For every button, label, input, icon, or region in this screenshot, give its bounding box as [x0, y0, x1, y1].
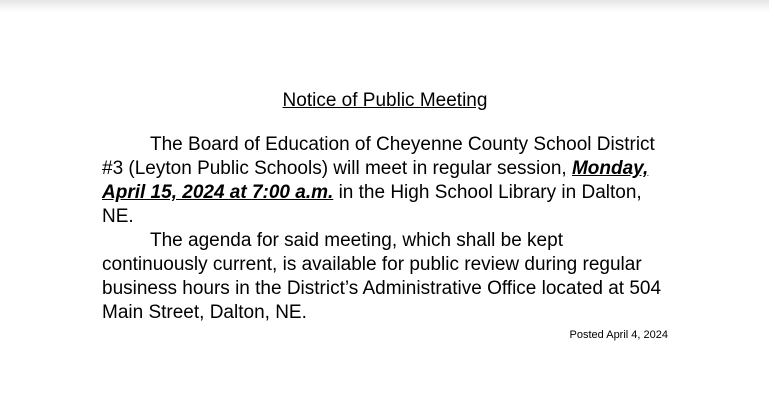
agenda-paragraph: [102, 229, 668, 325]
meeting-location-text: in the High School Library in Dalton, NE.: [102, 182, 642, 227]
meeting-paragraph: [102, 133, 668, 229]
meeting-intro-text: The Board of Education of Cheyenne County School District #3 (Leyton Public Schools) will meet in regular session,: [102, 134, 655, 179]
posted-date: Posted April 4, 2024: [569, 329, 668, 341]
page-top-edge: [0, 0, 769, 12]
public-meeting-notice: [102, 89, 668, 342]
notice-title: Notice of Public Meeting: [282, 90, 488, 111]
agenda-text: The agenda for said meeting, which shall be kept continuously current, is available for public review during regular business hours in the District’s Administrative Office located at 504 Main Street, Dalton, NE.: [102, 230, 662, 323]
meeting-date-time: Monday, April 15, 2024 at 7:00 a.m.: [102, 158, 649, 203]
